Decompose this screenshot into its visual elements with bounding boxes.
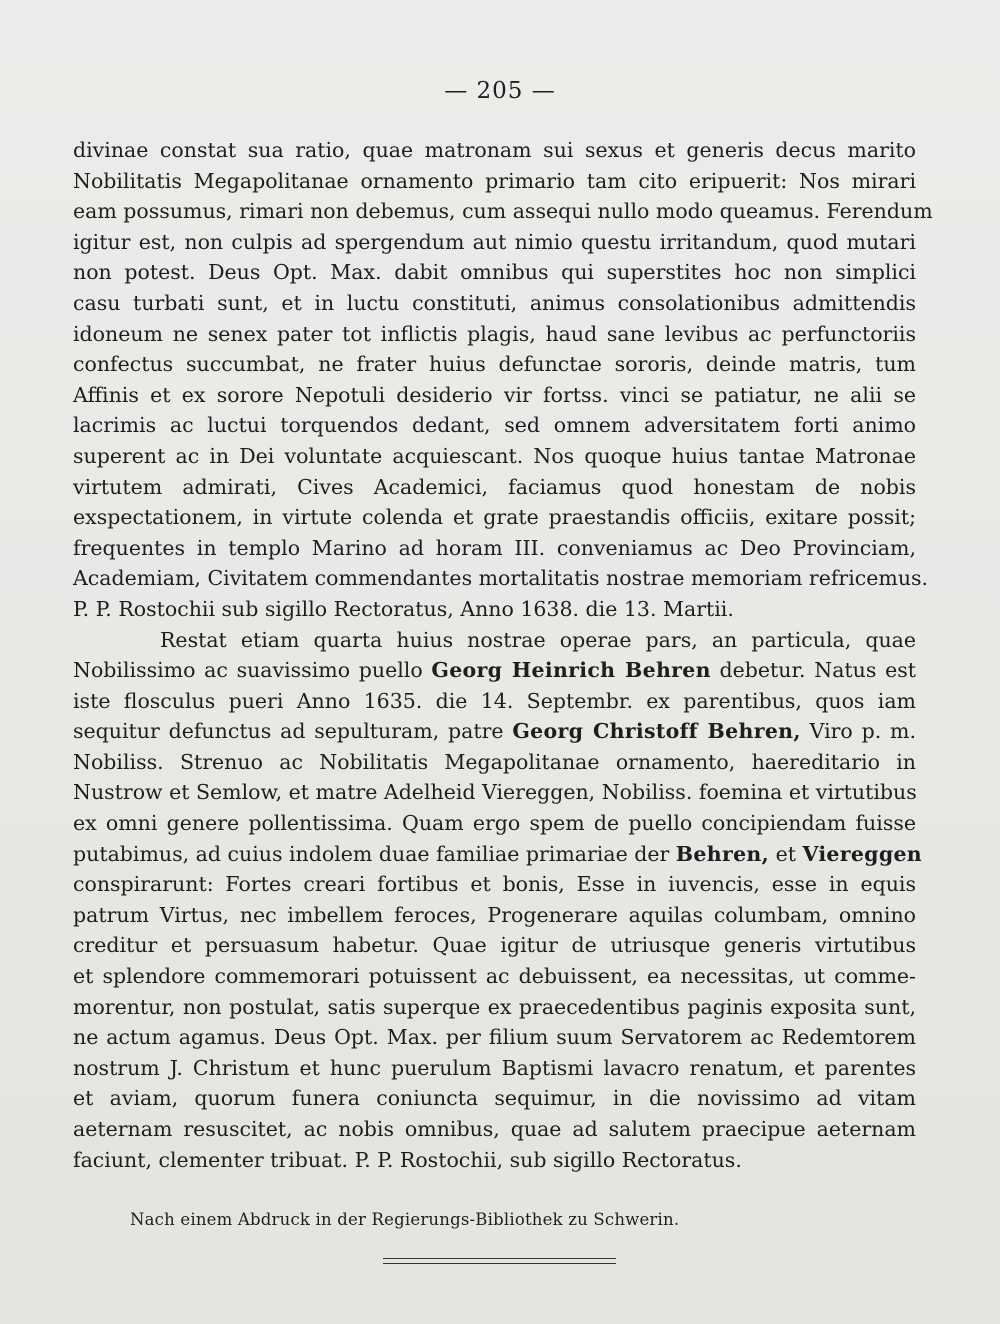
text-run: P. P. Rostochii sub sigillo Rectoratus, Anno 1638. die 13. Martii. — [73, 596, 734, 621]
closing-rule-bottom — [383, 1263, 616, 1264]
text-line — [73, 992, 916, 1023]
proper-name: Georg Heinrich Behren — [431, 658, 711, 683]
text-line — [73, 839, 923, 870]
text-line — [73, 410, 916, 441]
text-run: Nobilitatis Megapolitanae ornamento primario tam cito eripuerit: Nos mirari — [73, 168, 916, 193]
text-line — [73, 1022, 916, 1053]
text-run: putabimus, ad cuius indolem duae familiae primariae der — [73, 841, 676, 866]
text-line — [73, 319, 916, 350]
text-run: aeternam resuscitet, ac nobis omnibus, quae ad salutem praecipue aeternam — [73, 1117, 916, 1141]
text-run: creditur et persuasum habetur. Quae igitur de utriusque generis virtutibus — [73, 933, 916, 958]
text-line — [73, 135, 916, 166]
text-line — [73, 472, 916, 503]
text-run: et aviam, quorum funera coniuncta sequimur, in die novissimo ad vitam — [73, 1086, 916, 1111]
text-line — [73, 900, 916, 931]
text-line — [73, 686, 916, 717]
text-line — [73, 441, 916, 472]
text-run: superent ac in Dei voluntate acquiescant. Nos quoque huius tantae Matronae — [73, 443, 916, 468]
text-line — [73, 196, 933, 227]
text-line — [73, 1145, 916, 1176]
text-run: non potest. Deus Opt. Max. dabit omnibus qui superstites hoc non simplici — [73, 260, 916, 285]
text-run: conspirarunt: Fortes creari fortibus et bonis, Esse in iuvencis, esse in equis — [73, 872, 916, 897]
text-run: Restat etiam quarta huius nostrae operae pars, an particula, quae — [160, 627, 916, 652]
text-run: virtutem admirati, Cives Academici, faciamus quod honestam de nobis — [73, 474, 916, 499]
text-line — [73, 716, 916, 747]
text-line — [73, 777, 916, 808]
text-run: et — [769, 841, 803, 866]
text-line — [73, 808, 916, 839]
text-line — [73, 533, 916, 564]
text-run: frequentes in templo Marino ad horam III. conveniamus ac Deo Provinciam, — [73, 535, 916, 560]
text-run: igitur est, non culpis ad spergendum aut nimio questu irritandum, quod mutari — [73, 229, 916, 254]
text-line — [73, 961, 916, 992]
text-line — [73, 288, 916, 319]
text-run: faciunt, clementer tribuat. P. P. Rostochii, sub sigillo Rectoratus. — [73, 1147, 742, 1172]
text-line — [73, 563, 929, 594]
text-run: Nustrow et Semlow, et matre Adelheid Viereggen, Nobiliss. foemina et virtutibus — [73, 780, 917, 805]
text-run: Nobilissimo ac suavissimo puello — [73, 658, 432, 683]
text-line — [73, 869, 916, 900]
text-run: Nobiliss. Strenuo ac Nobilitatis Megapolitanae ornamento, haereditario in — [73, 749, 916, 774]
text-run: debetur. Natus est — [710, 658, 916, 683]
text-run: morentur, non postulat, satis superque ex praecedentibus paginis exposita sunt, — [73, 994, 916, 1019]
text-line — [73, 257, 916, 288]
text-run: Academiam, Civitatem commendantes mortalitatis nostrae memoriam refricemus. — [73, 566, 929, 591]
text-line — [73, 166, 916, 197]
proper-name: Behren, — [675, 841, 770, 866]
text-run: nostrum J. Christum et hunc puerulum Baptismi lavacro renatum, et parentes — [73, 1055, 916, 1080]
text-line — [73, 930, 916, 961]
text-run: exspectationem, in virtute colenda et grate praestandis officiis, exitare possit; — [73, 505, 916, 530]
text-line — [73, 1083, 916, 1114]
text-line — [73, 349, 916, 380]
text-run: lacrimis ac luctui torquendos dedant, sed omnem adversitatem forti animo — [73, 413, 916, 438]
text-run: ex omni genere pollentissima. Quam ergo spem de puello concipiendam fuisse — [73, 811, 916, 836]
text-line — [73, 502, 916, 533]
text-run: Affinis et ex sorore Nepotuli desiderio vir fortss. vinci se patiatur, ne alii se — [73, 382, 916, 407]
closing-rule-top — [383, 1258, 616, 1259]
text-line — [73, 594, 916, 625]
text-line — [73, 625, 916, 656]
text-run: divinae constat sua ratio, quae matronam sui sexus et generis decus marito — [73, 138, 916, 162]
proper-name: Georg Christoff Behren, — [512, 719, 801, 744]
text-run: Viro p. m. — [800, 719, 917, 744]
text-line — [73, 380, 916, 411]
text-run: confectus succumbat, ne frater huius defunctae sororis, deinde matris, tum — [73, 352, 916, 377]
text-line — [73, 227, 916, 258]
text-run: patrum Virtus, nec imbellem feroces, Progenerare aquilas columbam, omnino — [73, 902, 916, 927]
text-run: idoneum ne senex pater tot inflictis plagis, haud sane levibus ac perfunctoriis — [73, 321, 916, 346]
text-run: et splendore commemorari potuissent ac debuissent, ea necessitas, ut comme- — [73, 964, 916, 989]
text-line — [73, 1114, 916, 1145]
text-line — [73, 655, 916, 686]
text-run: sequitur defunctus ad sepulturam, patre — [73, 719, 513, 744]
text-line — [73, 1053, 916, 1084]
proper-name: Viereggen — [802, 841, 923, 866]
text-run: casu turbati sunt, et in luctu constituti, animus consolationibus admittendis — [73, 290, 916, 315]
text-run: iste flosculus pueri Anno 1635. die 14. Septembr. ex parentibus, quos iam — [73, 688, 916, 713]
text-line — [73, 747, 916, 778]
body-text — [73, 135, 933, 1175]
source-footnote: Nach einem Abdruck in der Regierungs-Bibliothek zu Schwerin. — [130, 1210, 680, 1229]
text-run: ne actum agamus. Deus Opt. Max. per filium suum Servatorem ac Redemtorem — [73, 1025, 916, 1050]
page-number: — 205 — — [444, 78, 556, 104]
text-run: eam possumus, rimari non debemus, cum assequi nullo modo queamus. Ferendum — [73, 199, 933, 224]
